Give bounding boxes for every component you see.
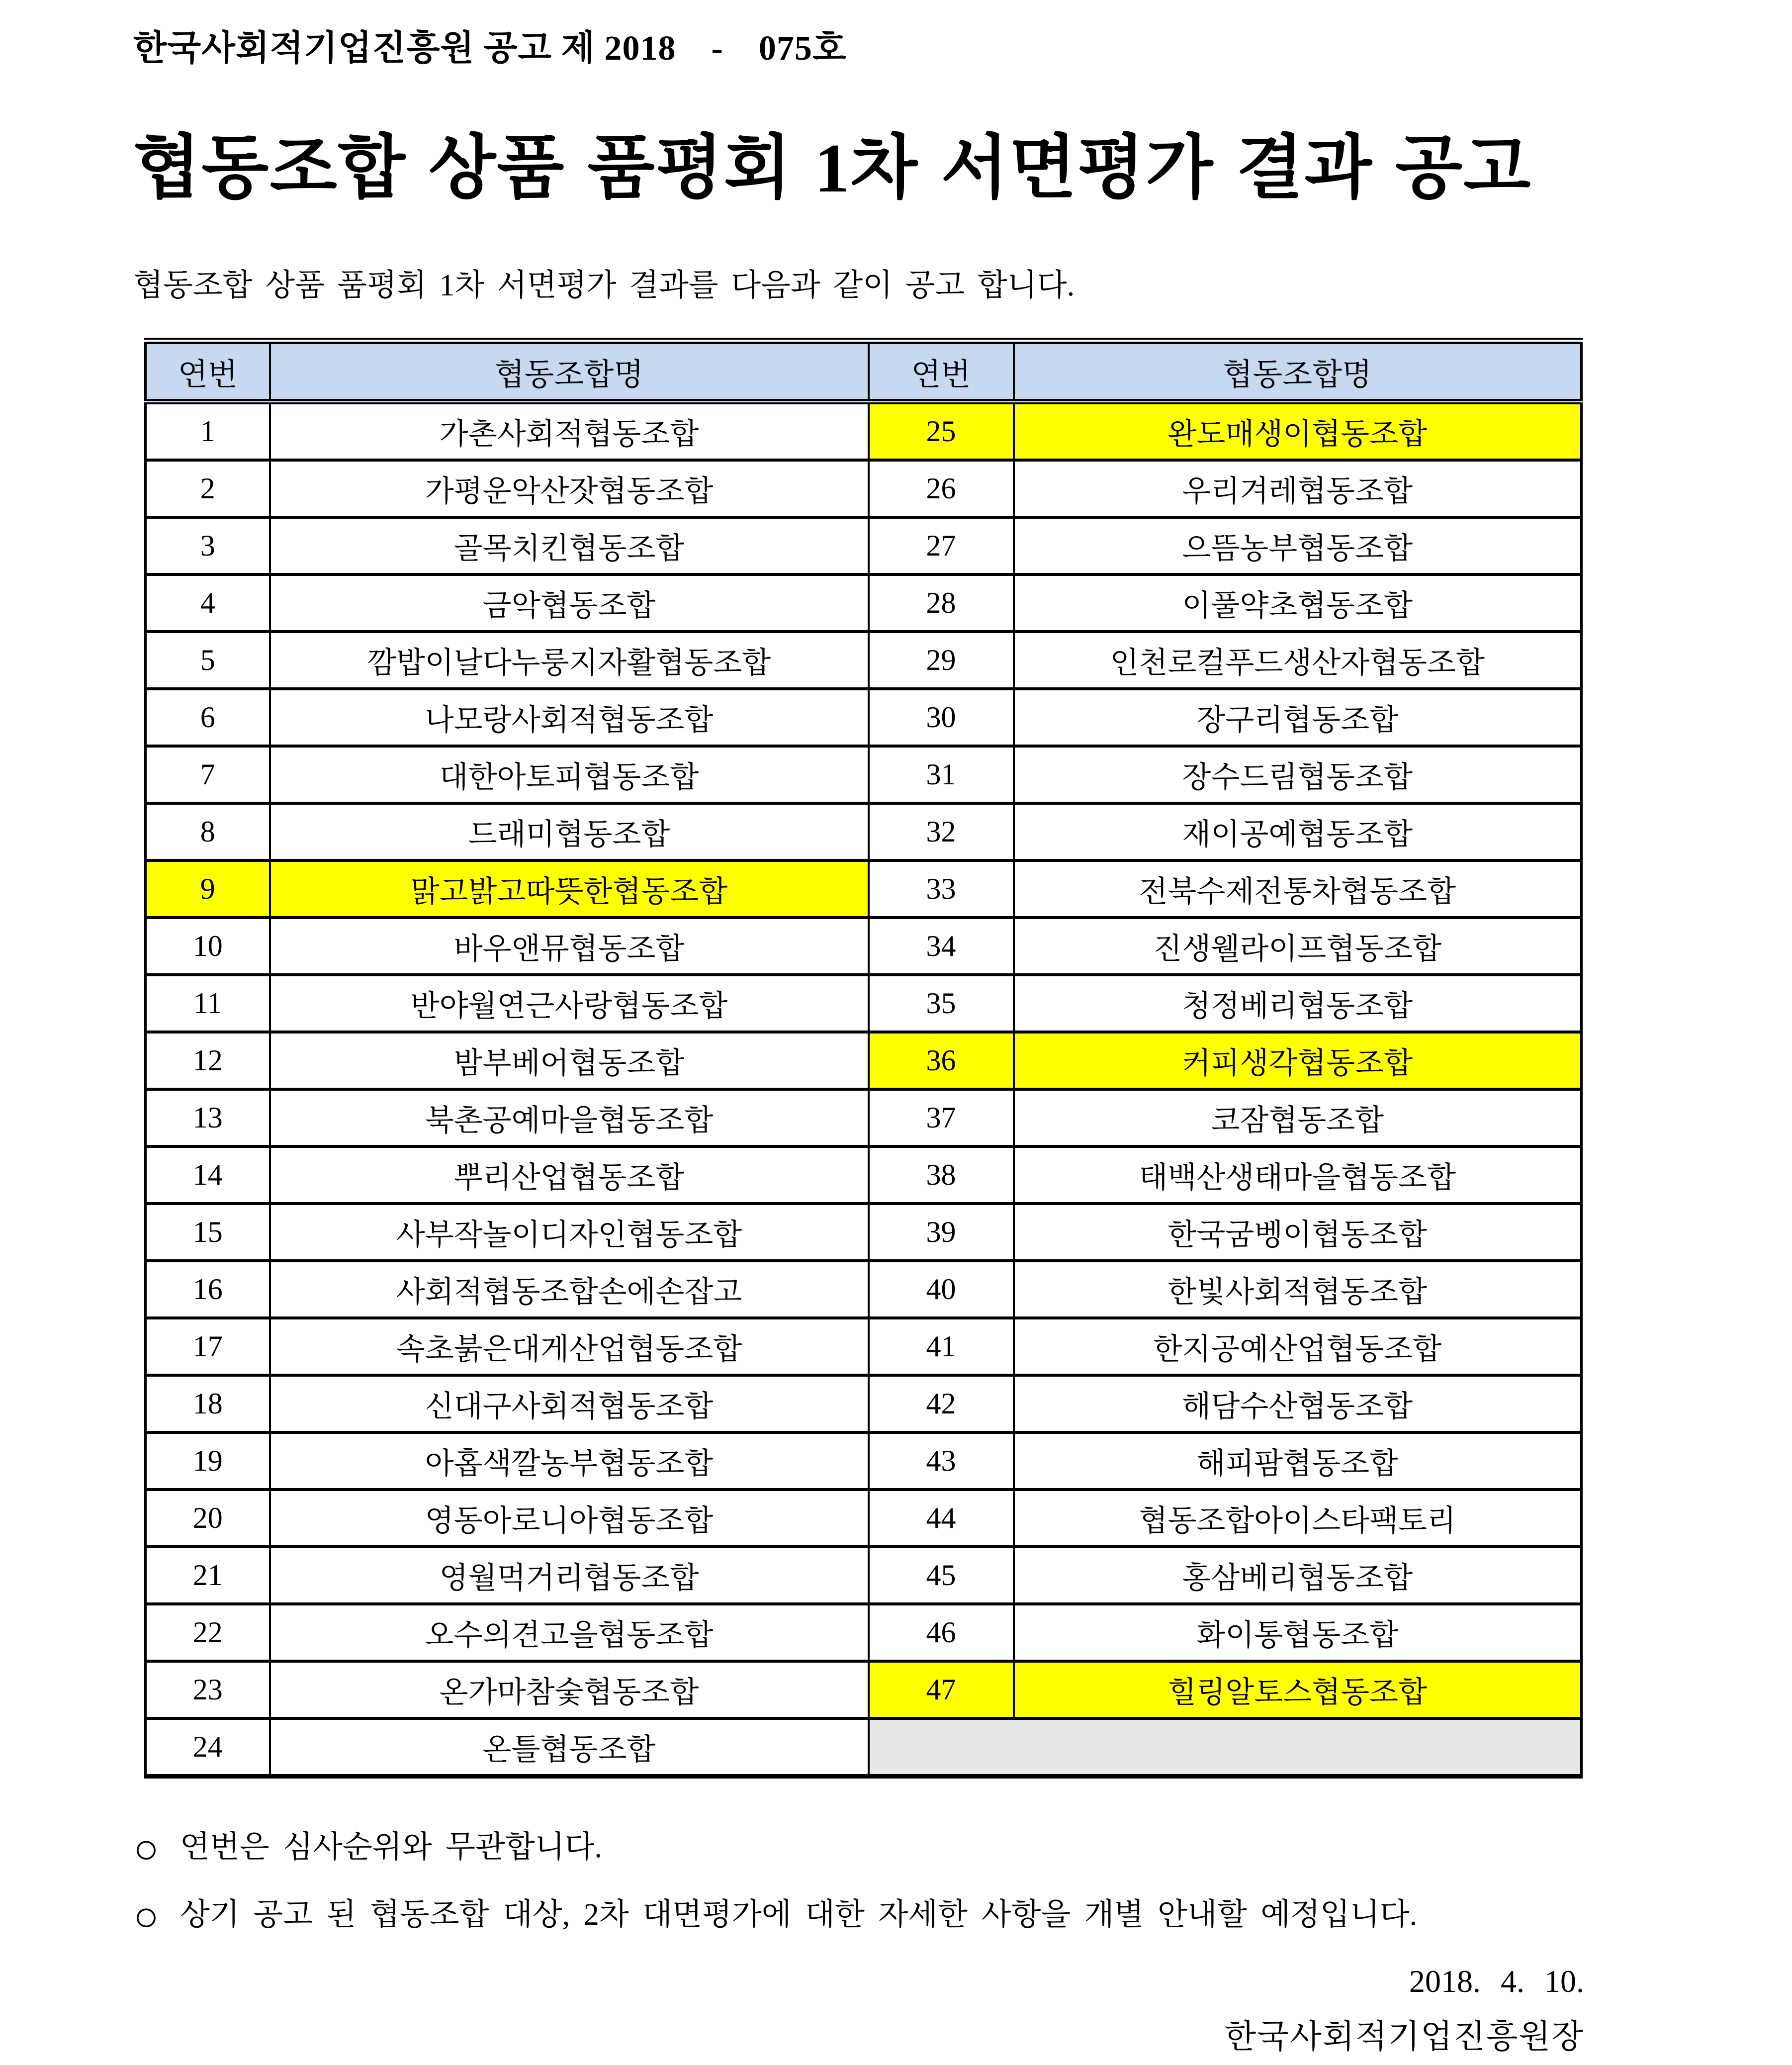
coop-name-cell-right: 재이공예협동조합 bbox=[1014, 803, 1582, 860]
coop-name-cell-right: 진생웰라이프협동조합 bbox=[1014, 918, 1582, 975]
col-header-no-right: 연번 bbox=[869, 341, 1014, 402]
coop-name-cell-left: 바우앤뮤협동조합 bbox=[270, 918, 869, 975]
results-table bbox=[144, 338, 1583, 1779]
coop-name-cell-left: 깜밥이날다누룽지자활협동조합 bbox=[270, 632, 869, 689]
coop-name-cell-right: 해담수산협동조합 bbox=[1014, 1375, 1582, 1432]
coop-name-cell-right: 장수드림협동조합 bbox=[1014, 746, 1582, 803]
serial-cell-left: 24 bbox=[146, 1718, 270, 1777]
serial-cell-right: 45 bbox=[869, 1547, 1014, 1604]
serial-cell-right: 29 bbox=[869, 632, 1014, 689]
table-row bbox=[146, 517, 1582, 574]
table-row bbox=[146, 1032, 1582, 1089]
serial-cell-right: 40 bbox=[869, 1261, 1014, 1318]
serial-cell-right: 38 bbox=[869, 1146, 1014, 1204]
coop-name-cell-right: 완도매생이협동조합 bbox=[1014, 402, 1582, 461]
coop-name-cell-left: 속초붉은대게산업협동조합 bbox=[270, 1318, 869, 1375]
coop-name-cell-right: 한국굼벵이협동조합 bbox=[1014, 1204, 1582, 1261]
serial-cell-left: 22 bbox=[146, 1604, 270, 1661]
table-row bbox=[146, 746, 1582, 803]
serial-cell-left: 18 bbox=[146, 1375, 270, 1432]
coop-name-cell-right: 화이통협동조합 bbox=[1014, 1604, 1582, 1661]
serial-cell-right: 47 bbox=[869, 1661, 1014, 1718]
serial-cell-left: 23 bbox=[146, 1661, 270, 1718]
coop-name-cell-left: 영동아로니아협동조합 bbox=[270, 1490, 869, 1547]
notice-number: 한국사회적기업진흥원 공고 제 2018 - 075호 bbox=[133, 29, 847, 68]
note-text: 상기 공고 된 협동조합 대상, 2차 대면평가에 대한 자세한 사항을 개별 안내할 예정입니다. bbox=[179, 1898, 1418, 1932]
table-row bbox=[146, 1204, 1582, 1261]
coop-name-cell-left: 신대구사회적협동조합 bbox=[270, 1375, 869, 1432]
table-row bbox=[146, 1661, 1582, 1718]
coop-name-cell-left: 대한아토피협동조합 bbox=[270, 746, 869, 803]
serial-cell-right: 44 bbox=[869, 1490, 1014, 1547]
coop-name-cell-right: 태백산생태마을협동조합 bbox=[1014, 1146, 1582, 1204]
note-serial-disclaimer bbox=[133, 1822, 1613, 1872]
coop-name-cell-right: 전북수제전통차협동조합 bbox=[1014, 860, 1582, 918]
table-row bbox=[146, 1718, 1582, 1777]
table-row bbox=[146, 1318, 1582, 1375]
serial-cell-right: 26 bbox=[869, 460, 1014, 517]
table-row bbox=[146, 975, 1582, 1032]
footer-notes bbox=[133, 1822, 1613, 1940]
table-row bbox=[146, 860, 1582, 918]
serial-cell-left: 15 bbox=[146, 1204, 270, 1261]
serial-cell-left: 13 bbox=[146, 1089, 270, 1146]
coop-name-cell-left: 사부작놀이디자인협동조합 bbox=[270, 1204, 869, 1261]
coop-name-cell-left: 뿌리산업협동조합 bbox=[270, 1146, 869, 1204]
serial-cell-left: 21 bbox=[146, 1547, 270, 1604]
coop-name-cell-right: 청정베리협동조합 bbox=[1014, 975, 1582, 1032]
circle-bullet-icon: ○ bbox=[133, 1892, 159, 1940]
serial-cell-left: 11 bbox=[146, 975, 270, 1032]
coop-name-cell-right: 홍삼베리협동조합 bbox=[1014, 1547, 1582, 1604]
coop-name-cell-left: 나모랑사회적협동조합 bbox=[270, 689, 869, 746]
serial-cell-right: 28 bbox=[869, 574, 1014, 632]
serial-cell-left: 5 bbox=[146, 632, 270, 689]
col-header-no-left: 연번 bbox=[146, 341, 270, 402]
table-row bbox=[146, 1089, 1582, 1146]
serial-cell-right: 33 bbox=[869, 860, 1014, 918]
table-row bbox=[146, 460, 1582, 517]
serial-cell-left: 1 bbox=[146, 402, 270, 461]
serial-cell-right: 31 bbox=[869, 746, 1014, 803]
serial-cell-right: 35 bbox=[869, 975, 1014, 1032]
signature-block bbox=[133, 1954, 1613, 2065]
table-row bbox=[146, 689, 1582, 746]
coop-name-cell-left: 맑고밝고따뜻한협동조합 bbox=[270, 860, 869, 918]
table-row bbox=[146, 1604, 1582, 1661]
coop-name-cell-left: 밤부베어협동조합 bbox=[270, 1032, 869, 1089]
coop-name-cell-right: 인천로컬푸드생산자협동조합 bbox=[1014, 632, 1582, 689]
coop-name-cell-left: 가촌사회적협동조합 bbox=[270, 402, 869, 461]
table-row bbox=[146, 1375, 1582, 1432]
table-header bbox=[146, 341, 1582, 402]
col-header-name-right: 협동조합명 bbox=[1014, 341, 1582, 402]
note-next-round bbox=[133, 1890, 1613, 1940]
coop-name-cell-right: 협동조합아이스타팩토리 bbox=[1014, 1490, 1582, 1547]
serial-cell-left: 10 bbox=[146, 918, 270, 975]
serial-cell-right: 30 bbox=[869, 689, 1014, 746]
serial-cell-right: 32 bbox=[869, 803, 1014, 860]
signer-name: 한국사회적기업진흥원장 bbox=[1224, 2019, 1584, 2055]
table-row bbox=[146, 402, 1582, 461]
table-row bbox=[146, 574, 1582, 632]
serial-cell-right: 36 bbox=[869, 1032, 1014, 1089]
serial-cell-left: 4 bbox=[146, 574, 270, 632]
announcement-date: 2018. 4. 10. bbox=[1409, 1964, 1584, 1999]
coop-name-cell-left: 아홉색깔농부협동조합 bbox=[270, 1432, 869, 1490]
coop-name-cell-left: 골목치킨협동조합 bbox=[270, 517, 869, 574]
serial-cell-left: 17 bbox=[146, 1318, 270, 1375]
coop-name-cell-right: 한지공예산업협동조합 bbox=[1014, 1318, 1582, 1375]
note-text: 연번은 심사순위와 무관합니다. bbox=[179, 1830, 603, 1864]
serial-cell-left: 2 bbox=[146, 460, 270, 517]
coop-name-cell-right: 힐링알토스협동조합 bbox=[1014, 1661, 1582, 1718]
coop-name-cell-left: 반야월연근사랑협동조합 bbox=[270, 975, 869, 1032]
coop-name-cell-left: 금악협동조합 bbox=[270, 574, 869, 632]
circle-bullet-icon: ○ bbox=[133, 1825, 159, 1873]
serial-cell-left: 16 bbox=[146, 1261, 270, 1318]
intro-text: 협동조합 상품 품평회 1차 서면평가 결과를 다음과 같이 공고 합니다. bbox=[133, 269, 1075, 302]
coop-name-cell-right: 이풀약초협동조합 bbox=[1014, 574, 1582, 632]
empty-cell bbox=[869, 1718, 1582, 1777]
coop-name-cell-left: 오수의견고을협동조합 bbox=[270, 1604, 869, 1661]
serial-cell-left: 6 bbox=[146, 689, 270, 746]
table-body bbox=[146, 402, 1582, 1777]
serial-cell-left: 7 bbox=[146, 746, 270, 803]
table-row bbox=[146, 632, 1582, 689]
table-header-row bbox=[146, 341, 1582, 402]
serial-cell-right: 42 bbox=[869, 1375, 1014, 1432]
coop-name-cell-left: 가평운악산잣협동조합 bbox=[270, 460, 869, 517]
table-row bbox=[146, 1432, 1582, 1490]
serial-cell-left: 14 bbox=[146, 1146, 270, 1204]
col-header-name-left: 협동조합명 bbox=[270, 341, 869, 402]
serial-cell-left: 20 bbox=[146, 1490, 270, 1547]
coop-name-cell-left: 온가마참숯협동조합 bbox=[270, 1661, 869, 1718]
table-row bbox=[146, 1146, 1582, 1204]
serial-cell-left: 3 bbox=[146, 517, 270, 574]
serial-cell-right: 46 bbox=[869, 1604, 1014, 1661]
table-row bbox=[146, 1547, 1582, 1604]
coop-name-cell-left: 온틀협동조합 bbox=[270, 1718, 869, 1777]
coop-name-cell-right: 으뜸농부협동조합 bbox=[1014, 517, 1582, 574]
table-row bbox=[146, 1490, 1582, 1547]
coop-name-cell-right: 커피생각협동조합 bbox=[1014, 1032, 1582, 1089]
coop-name-cell-right: 장구리협동조합 bbox=[1014, 689, 1582, 746]
serial-cell-left: 12 bbox=[146, 1032, 270, 1089]
table-row bbox=[146, 1261, 1582, 1318]
coop-name-cell-left: 드래미협동조합 bbox=[270, 803, 869, 860]
serial-cell-left: 9 bbox=[146, 860, 270, 918]
serial-cell-right: 41 bbox=[869, 1318, 1014, 1375]
coop-name-cell-right: 우리겨레협동조합 bbox=[1014, 460, 1582, 517]
table-row bbox=[146, 803, 1582, 860]
serial-cell-right: 39 bbox=[869, 1204, 1014, 1261]
serial-cell-right: 34 bbox=[869, 918, 1014, 975]
serial-cell-right: 25 bbox=[869, 402, 1014, 461]
coop-name-cell-left: 사회적협동조합손에손잡고 bbox=[270, 1261, 869, 1318]
serial-cell-right: 37 bbox=[869, 1089, 1014, 1146]
serial-cell-left: 19 bbox=[146, 1432, 270, 1490]
coop-name-cell-right: 코잠협동조합 bbox=[1014, 1089, 1582, 1146]
table-row bbox=[146, 918, 1582, 975]
serial-cell-right: 27 bbox=[869, 517, 1014, 574]
coop-name-cell-right: 한빛사회적협동조합 bbox=[1014, 1261, 1582, 1318]
coop-name-cell-left: 북촌공예마을협동조합 bbox=[270, 1089, 869, 1146]
coop-name-cell-left: 영월먹거리협동조합 bbox=[270, 1547, 869, 1604]
coop-name-cell-right: 해피팜협동조합 bbox=[1014, 1432, 1582, 1490]
page-title: 협동조합 상품 품평회 1차 서면평가 결과 공고 bbox=[133, 130, 1532, 207]
serial-cell-left: 8 bbox=[146, 803, 270, 860]
serial-cell-right: 43 bbox=[869, 1432, 1014, 1490]
